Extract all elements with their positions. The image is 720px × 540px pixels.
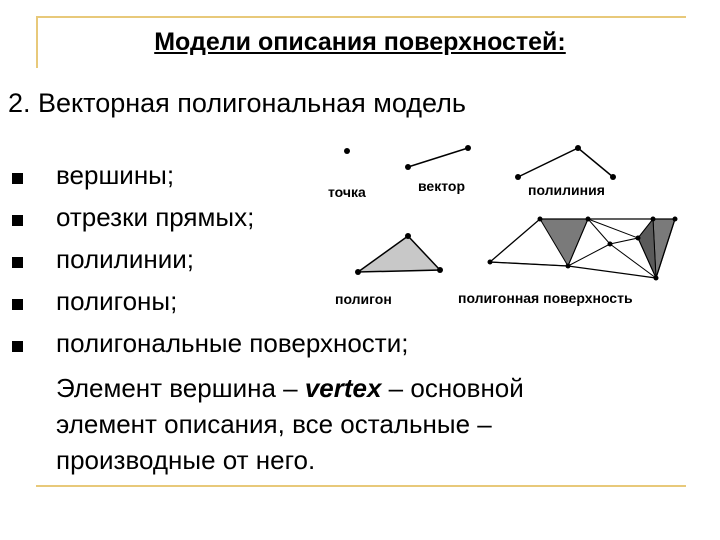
vector-shape <box>405 145 471 170</box>
label-polygon: полигон <box>335 291 392 307</box>
polygon-model-diagram <box>315 135 685 315</box>
bullet-square-icon <box>12 257 23 268</box>
bullet-square-icon <box>12 299 23 310</box>
bullet-text: вершины; <box>56 160 175 190</box>
note-line-2: элемент описания, все остальные – <box>56 409 492 439</box>
vertex-note <box>56 370 524 478</box>
bullet-text: полилинии; <box>56 244 194 274</box>
bullet-text: полигональные поверхности; <box>56 328 409 358</box>
bullet-text: отрезки прямых; <box>56 202 255 232</box>
polygon-surface-shape <box>488 217 678 281</box>
slide-subtitle: 2. Векторная полигональная модель <box>8 88 466 118</box>
note-text: – основной <box>381 373 524 403</box>
label-polyline: полилиния <box>528 182 605 198</box>
label-vector: вектор <box>418 178 465 194</box>
frame-bottom-line <box>36 485 686 487</box>
note-line-1 <box>56 370 524 406</box>
polygon-shape <box>355 233 443 275</box>
label-polygon-surface: полигонная поверхность <box>458 290 633 306</box>
label-point: точка <box>328 184 366 200</box>
note-line-3: производные от него. <box>56 445 316 475</box>
polyline-shape <box>515 145 616 180</box>
point-vertex <box>344 148 350 154</box>
vertex-term: vertex <box>304 373 382 403</box>
slide-title: Модели описания поверхностей: <box>154 28 566 56</box>
bullet-item <box>0 328 408 370</box>
bullet-square-icon <box>12 173 23 184</box>
bullet-text: полигоны; <box>56 286 178 316</box>
bullet-square-icon <box>12 215 23 226</box>
note-text: Элемент вершина – <box>56 373 305 403</box>
frame-top-line <box>36 16 686 18</box>
bullet-square-icon <box>12 341 23 352</box>
